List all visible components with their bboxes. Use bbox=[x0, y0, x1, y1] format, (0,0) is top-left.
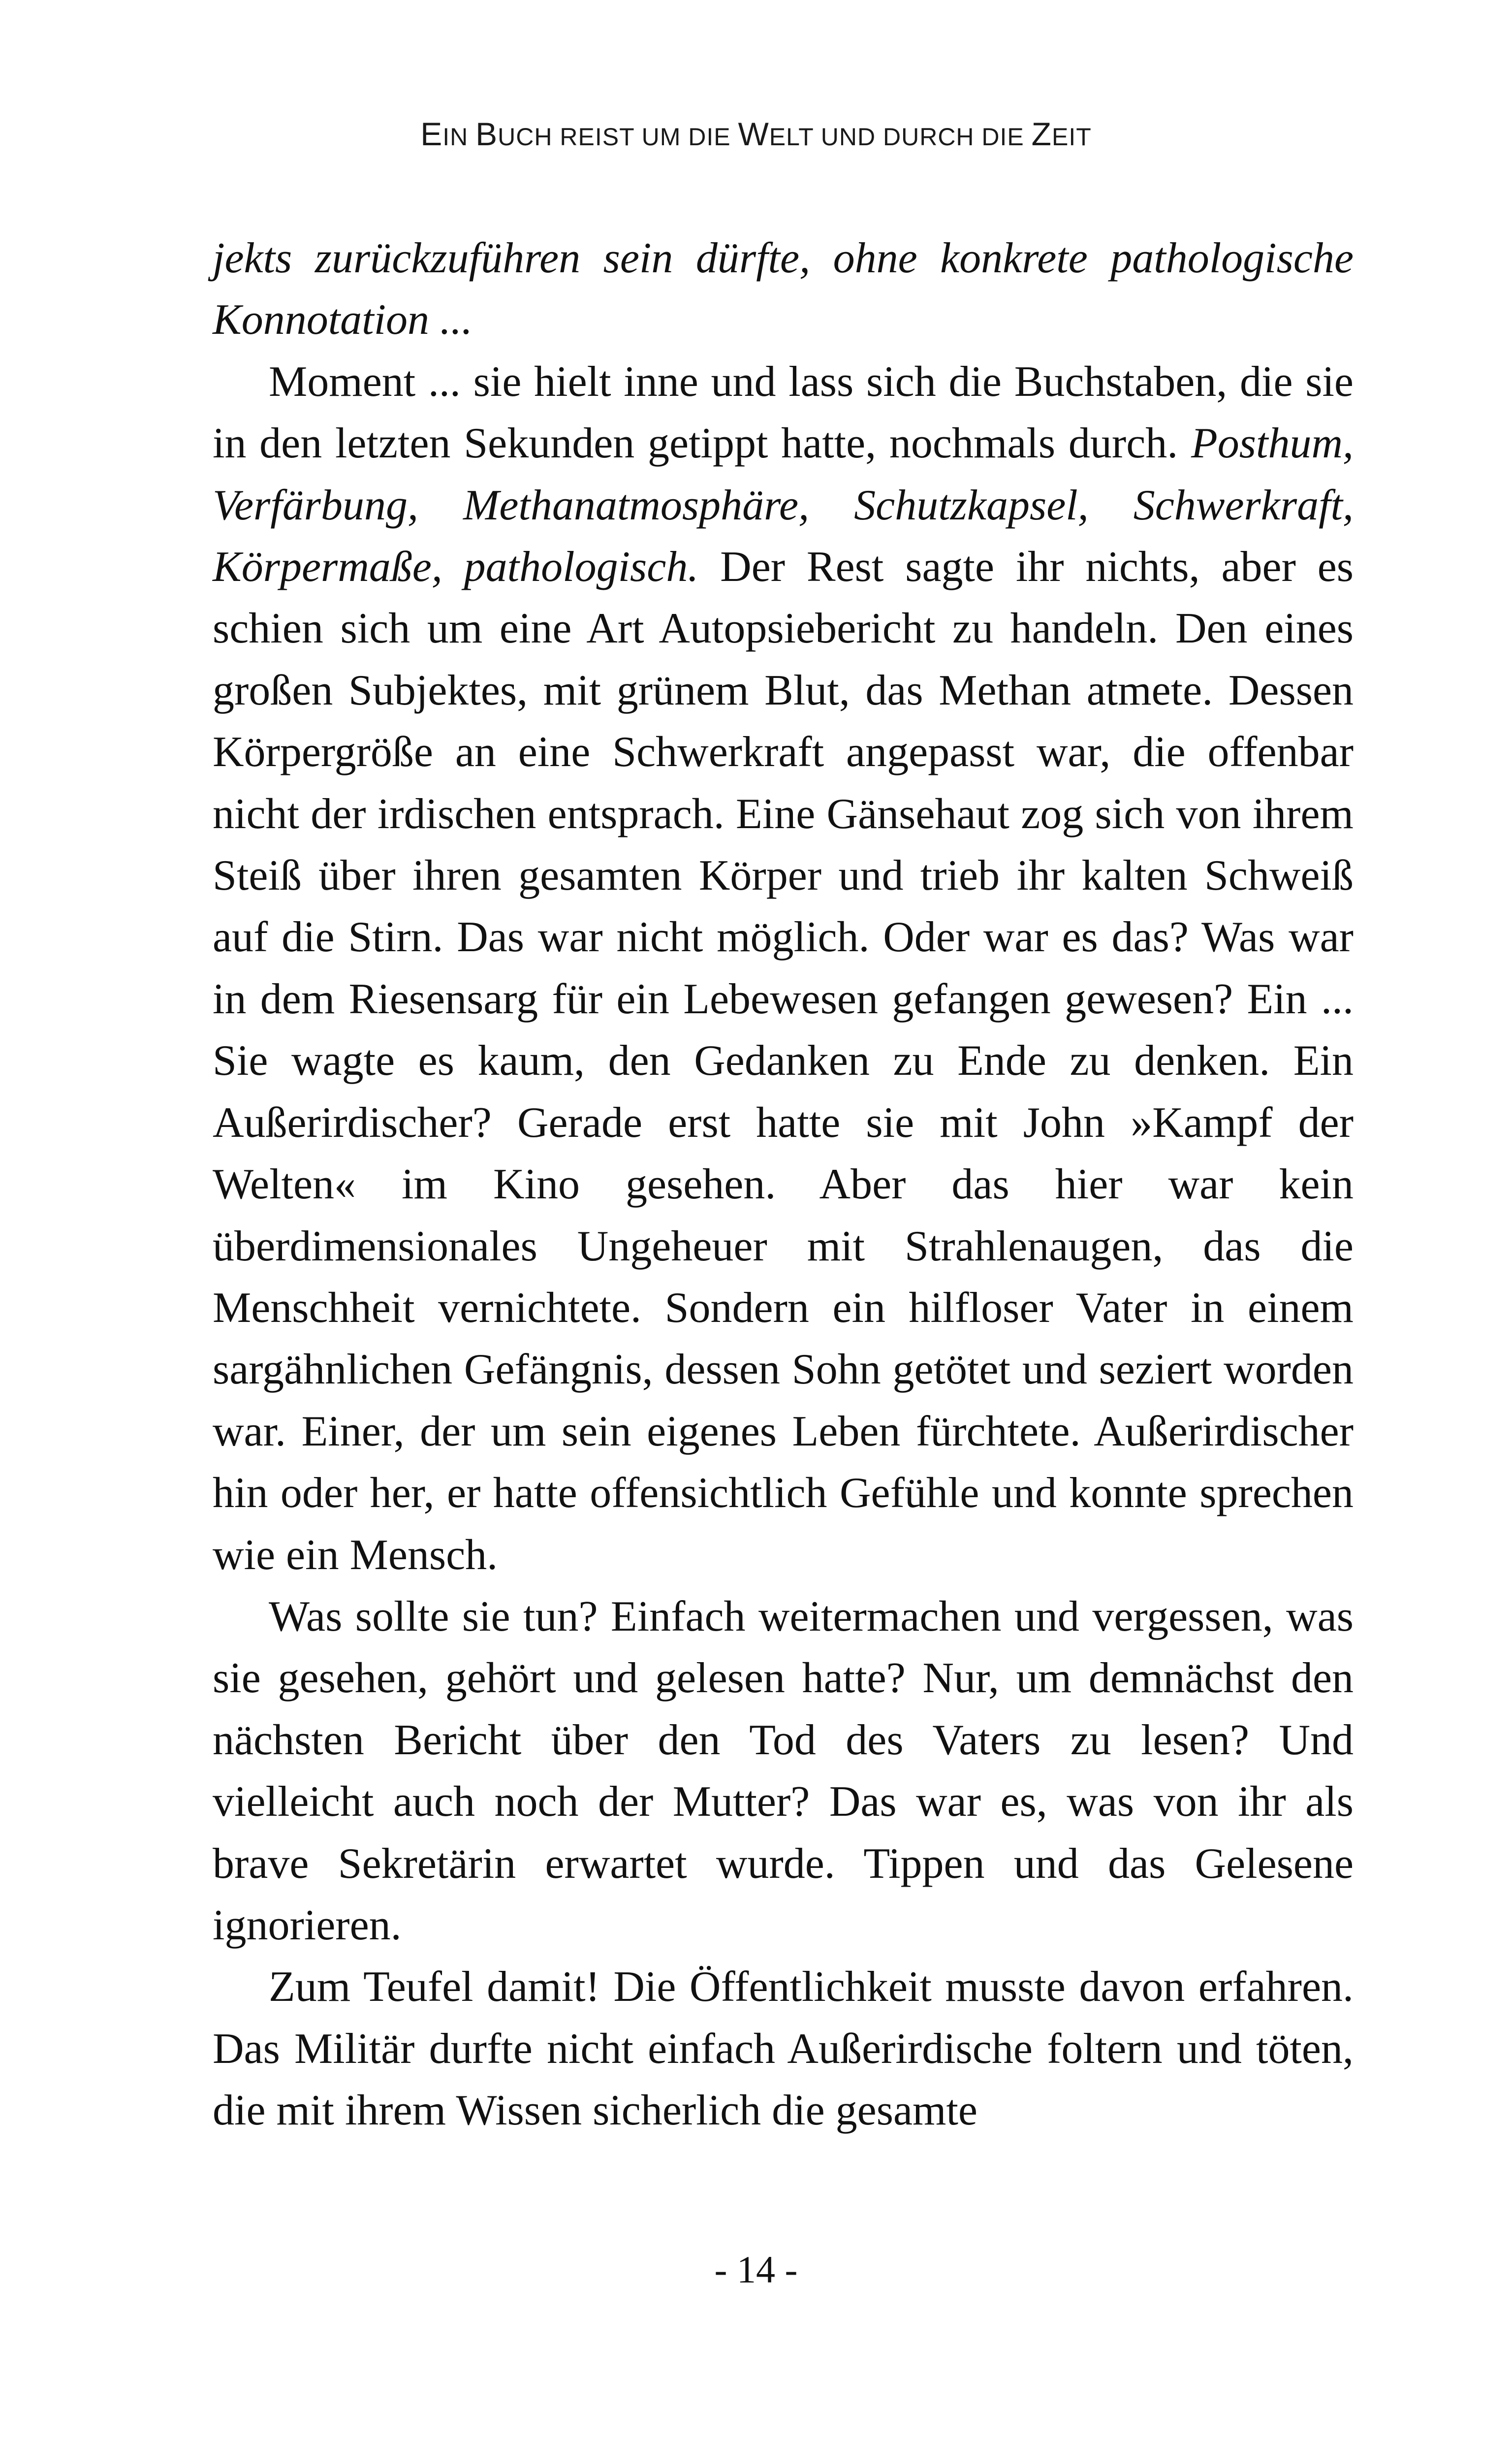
running-head-rest-2: UCH REIST UM DIE bbox=[498, 123, 738, 151]
paragraph-moment-text-start: Moment ... sie hielt inne und lass sich die Buchstaben, die sie in den letzten Sekunden getippt hatte, nochmals durch. bbox=[213, 357, 1354, 468]
running-head-cap-1: E bbox=[420, 116, 443, 152]
paragraph-was-sollte: Was sollte sie tun? Einfach weitermachen und vergessen, was sie gesehen, gehört und gelesen hatte? Nur, um demnächst den nächsten Bericht über den Tod des Vaters zu lesen? Und vielleicht auch noch der Mutter? Das war es, was von ihr als brave Sekretärin erwartet wurde. Tippen und das Gelesene ignorieren. bbox=[213, 1592, 1354, 1949]
running-head bbox=[0, 114, 1512, 157]
paragraph-moment-italic-keywords: Posthum, Verfärbung, Methanatmosphäre, Schutzkapsel, Schwerkraft, Körpermaße, pathologisch. bbox=[213, 419, 1354, 591]
running-head-rest-4: EIT bbox=[1052, 123, 1092, 151]
running-head-cap-4: Z bbox=[1031, 116, 1052, 152]
running-head-rest-1: IN bbox=[442, 123, 476, 151]
paragraph-continuation bbox=[213, 227, 1354, 351]
running-head-cap-3: W bbox=[738, 116, 769, 152]
paragraph-zum-teufel: Zum Teufel damit! Die Öffentlichkeit musste davon erfahren. Das Militär durfte nicht einfach Außerirdische foltern und töten, die mit ihrem Wissen sicherlich die gesamte bbox=[213, 1963, 1354, 2135]
paragraph-moment bbox=[213, 351, 1354, 1586]
page-number: - 14 - bbox=[714, 2248, 798, 2291]
paragraph-continuation-italic: jekts zurückzuführen sein dürfte, ohne konkrete pathologische Konnotation ... bbox=[213, 234, 1354, 344]
body-text bbox=[213, 227, 1354, 2142]
paragraph-moment-text-end: Der Rest sagte ihr nichts, aber es schien sich um eine Art Autopsiebericht zu handeln. Den eines großen Subjektes, mit grünem Blut, das Methan atmete. Dessen Körpergröße an eine Schwerkraft angepasst war, die offenbar nicht der irdischen entsprach. Eine Gänsehaut zog sich von ihrem Steiß über ihren gesamten Körper und trieb ihr kalten Schweiß auf die Stirn. Das war nicht möglich. Oder war es das? Was war in dem Riesensarg für ein Lebewesen gefangen gewesen? Ein ... Sie wagte es kaum, den Gedanken zu Ende zu denken. Ein Außerirdischer? Gerade erst hatte sie mit John »Kampf der Welten« im Kino gesehen. Aber das hier war kein überdimensionales Ungeheuer mit Strahlenaugen, das die Menschheit vernichtete. Sondern ein hilfloser Vater in einem sargähnlichen Gefängnis, dessen Sohn getötet und seziert worden war. Einer, der um sein eigenes Leben fürchtete. Außerirdischer hin oder her, er hatte offensichtlich Gefühle und konnte sprechen wie ein Mensch. bbox=[213, 543, 1354, 1579]
running-head-cap-2: B bbox=[475, 116, 498, 152]
running-head-rest-3: ELT UND DURCH DIE bbox=[769, 123, 1032, 151]
